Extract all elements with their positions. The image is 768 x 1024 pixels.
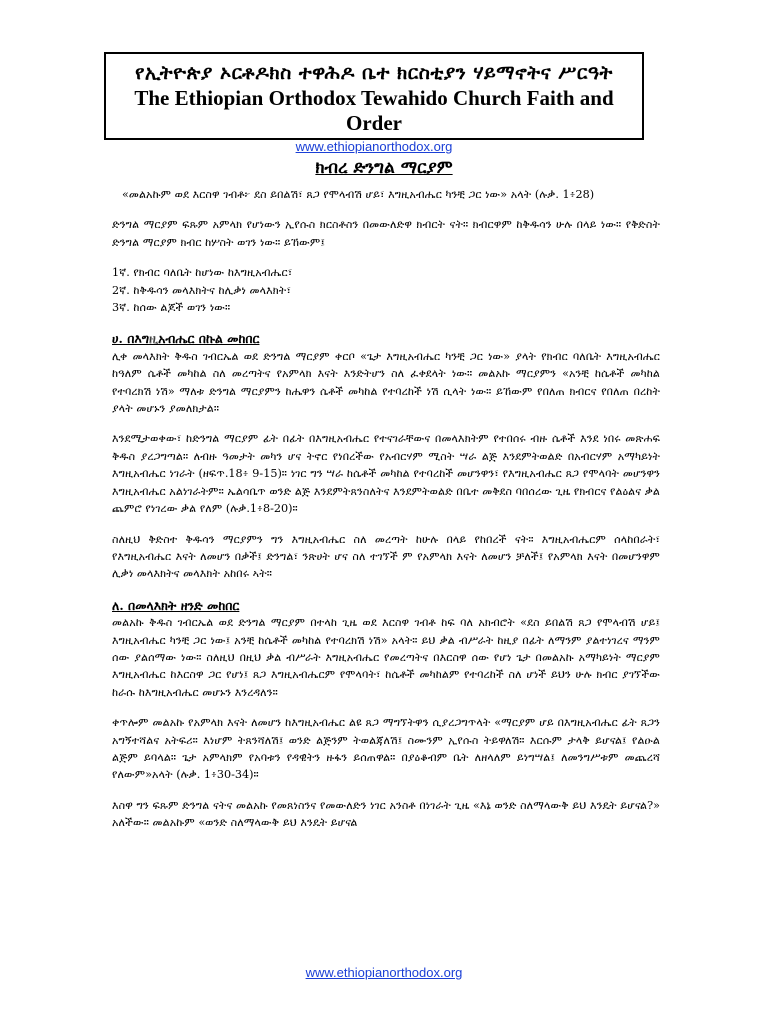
paragraph-5: ስለዚህ ቅድስተ ቅዱሳን ማርያምን ግን እግዚአብሔር ስለ መረጣት ከሁሉ በላይ የከበረች ናት። እግዚአብሔርም ሰላከበራት፣ የእግዚአብሔር እናት ለመሆን በቃች፤ ድንግል፣ ንጽሀት ሆና ስለ ተገኘች ም የአምላክ እናት ለመሆን ቻለች፤ የአምላክ እናት በመሆንዋም ሊቃነ መላእክትና መላእክት አከበሩ ኣት።: [112, 532, 660, 581]
list-item: 3ኛ. ከሰው ልጆች ወገን ነው።: [112, 301, 231, 315]
doc-title-wrap: [0, 158, 768, 178]
document-body: [112, 186, 660, 845]
honor-sources-list: [112, 264, 660, 316]
footer-website-link[interactable]: www.ethiopianorthodox.org: [305, 965, 463, 980]
header-title-english: The Ethiopian Orthodox Tewahido Church Faith and Order: [134, 86, 614, 135]
doc-title: ክብረ ድንግል ማርያም: [315, 158, 453, 178]
header-website-link[interactable]: www.ethiopianorthodox.org: [295, 139, 453, 154]
paragraph-8: እስዋ ግን ፍጹም ድንግል ናትና መልአኩ የመጸነስንና የመውለድን ነገር አንስቶ በነገራት ጊዜ «እኔ ወንድ ስለማላውቅ ይህ እንዴት ይሆናል?» አለችው። መልአኩም «ወንድ ስለማላውቅ ይህ እንዴት ይሆናል: [112, 798, 660, 830]
paragraph-4: እንደሚታወቀው፣ ከድንግል ማርያም ፊት በፊት በእግዚአብሔር የተናገራቸውና በመላእክትም የተበሰሩ ብዙ ሴቶች እንደ ነበሩ መጽሐፍ ቅዱስ ያረጋግጣል። ለብዙ ዓመታት መካን ሆና ትኖር የነበረችው የአብርሃም ሚስት ሣራ ልጅ እንደምትወልድ በአብርሃም አማካይነት እግዚአብሔር ነገራት (ዘፍጥ.18፥ 9-15)። ነገር ግን ሣራ ከሴቶች መካከል የተባረከች መሆንዋን፣ የእግዚአብሔር ጸጋ የሞላባት መሆንዋን እግዚአብሔር አልነገራትም። ኤልሳቤጥ ወንድ ልጅ እንደምትጸንስለትና እንደምትወልድ በቤተ መቅደስ ባበሰረው ጊዜ የክብርና የልዕልና ቃል ጨምሮ የነገረው ቃል የለም (ሉቃ.1፥8-20)።: [112, 432, 660, 516]
list-item: 2ኛ. ከቅዱሳን መላእክትና ከሊቃነ መላእክት፣: [112, 283, 291, 297]
section-heading-1: ሀ. በእግዚአብሔር በኩል መከበር: [112, 331, 260, 347]
paragraph-7: ቀጥሎም መልአኩ የአምላክ እናት ለመሆን ከእግዚአብሔር ልዩ ጸጋ ማግኘትዋን ሲያረጋግጥላት «ማርያም ሆይ በእግዚአብሔር ፊት ጸጋን አግኝተሻልና አትፍሪ። እነሆም ትጸንሻለሽ፤ ወንድ ልጅንም ትወልጃለሽ፤ ስሙንም ኢየሱስ ትይዋለሽ። እርሱም ታላቅ ይሆናል፤ የልዑል ልጅም ይባላል። ጌታ አምላክም የአባቱን የዳዊትን ዙፋን ይሰጠዋል። በያዕቆብም ቤት ለዘላለም ይነግሣል፤ ለመንግሥቱም መጨረሻ የለውም»አላት (ሉቃ. 1፥30-34)።: [112, 716, 660, 782]
footer: [0, 962, 768, 981]
paragraph-3: ሊቀ መላእክት ቅዱስ ገብርኤል ወደ ድንግል ማርያም ቀርቦ «ጌታ እግዚአብሔር ካንቺ ጋር ነው» ያላት የክብር ባለቤት እግዚአብሔር ከዓለም ሴቶች መካከል ስለ መረጣትና የአምላክ እናት እንድትሆን ስለ ፈቀደላት ነው። መልአኩ ማርያምን «አንቺ ከሴቶች መካከል የተባረክሽ ነሽ» ማለቱ ድንግል ማርያምን ከሔዋን ሴቶች መካከል የተባረከች ነሽ ሲላት ነው። ይኸውም የበለጠ ክብርና የበለጠ በረከት ያላት መሆኑን ያመለክታል።: [112, 349, 660, 416]
paragraph-6: መልአኩ ቅዱስ ገብርኤል ወደ ድንግል ማርያም በተላከ ጊዜ ወደ እርስዋ ገብቶ ከፍ ባለ አክብሮት «ደስ ይበልሽ ጸጋ የሞላብሽ ሆይ፤ እግዚአብሔር ካንቺ ጋር ነው፤ አንቺ ከሴቶች መካከል የተባረክሽ ነሽ» አላት። ይህ ቃል ብሥራት ከዚያ በፊት ለማንም ያልተነገረና ማንም ሰው ያልሰማው ነው። ስለዚህ በዚህ ቃል ብሥራት እግዚአብሔር የመረጣትና በእርስዋ ሰው የሆነ ጌታ በመልአኩ አማካይነት ማርያም እግዚአብሔር ከእርስዋ ጋር የሆነ፤ ጸጋ እግዚአብሔርም የሞላባት፣ ከሴቶች መካከልም የተባረከች ስለ ሆነች ይህን ሁሉ ክብር ያገኘችው ከራሱ ከእግዚአብሔር መሆኑን እንረዳለን።: [112, 616, 660, 699]
header-box: [104, 52, 644, 154]
section-heading-2: ለ. በመላእክት ዘንድ መከበር: [112, 597, 240, 613]
list-item: 1ኛ. የክብር ባለቤት ከሆነው ከእግዚአብሔር፣: [112, 266, 293, 280]
header-title-amharic: የኢትዮጵያ ኦርቶዶክስ ተዋሕዶ ቤተ ክርስቲያን ሃይማኖትና ሥርዓት: [135, 62, 613, 84]
paragraph-2: ድንግል ማርያም ፍጹም አምላክ የሆነውን ኢየሱስ ክርስቶስን በመውለድዋ ክብርት ናት። ክብርዋም ከቅዱሳን ሁሉ በላይ ነው። የቅድስት ድንግል ማርያም ክብር ከሦስት ወገን ነው። ይኸውም፤: [112, 218, 660, 249]
paragraph-1: «መልአኩም ወደ እርስዋ ገብቶ፦ ደስ ይበልሽ፣ ጸጋ የሞላብሽ ሆይ፣ እግዚአብሔር ካንቺ ጋር ነው» አላት (ሉቃ. 1፥28): [122, 188, 595, 201]
